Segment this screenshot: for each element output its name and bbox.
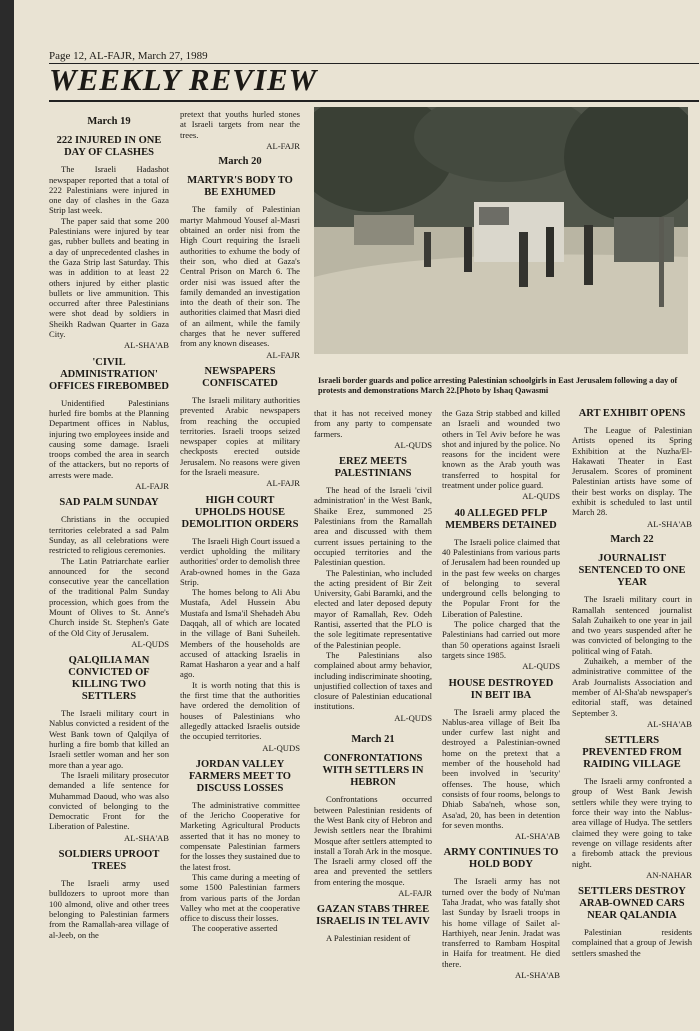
headline: SETTLERS PREVENTED FROM RAIDING VILLAGE bbox=[582, 735, 682, 771]
paragraph: The Israeli army confronted a group of West Bank Jewish settlers while they were trying to force their way into the Nablus-area village of Hudya. The settlers claimed they were going to take revenge on village residents after a firebomb attack the previous night. bbox=[572, 776, 692, 869]
source-credit: AL-SHA'AB bbox=[515, 970, 560, 981]
paragraph: The Israeli military prosecutor demanded a life sentence for Muhammad Daoud, who was also convicted of belonging to the Democratic Front for the Liberation of Palestine. bbox=[49, 769, 169, 832]
column-2 bbox=[180, 109, 300, 934]
date-heading: March 19 bbox=[87, 116, 131, 127]
paragraph: The Israeli military authorities prevented Arabic newspapers from reaching the occupied territories. Israeli troops seized newspaper copies at military checkposts erected outside Jerusalem. No reasons were given for the Israeli measure. bbox=[180, 394, 300, 478]
paragraph: The Israeli army used bulldozers to uproot more than 100 almond, olive and other trees belonging to Palestinian farmers from the Ramallah-area village of al-Jeeb, on the bbox=[49, 878, 169, 940]
section-title: WEEKLY REVIEW bbox=[49, 62, 318, 97]
source-credit: AL-SHA'AB bbox=[124, 340, 169, 351]
headline: HIGH COURT UPHOLDS HOUSE DEMOLITION ORDERS bbox=[181, 494, 299, 530]
headline: SOLDIERS UPROOT TREES bbox=[58, 849, 160, 873]
paragraph: Zuhaikeh, a member of the administrative committee of the Arab Journalists Association and member of Al-Sha'ab newspaper's editorial staff, was detained September 3. bbox=[572, 656, 692, 718]
headline: 'CIVIL ADMINISTRATION' OFFICES FIREBOMBED bbox=[49, 356, 169, 392]
source-credit: AL-FAJR bbox=[266, 140, 300, 151]
paragraph: The Palestinian, who included the acting president of Bir Zeit University, Gabi Baramki, and the elected and later deposed deputy mayor of Ramallah, Rev. Odeh Rantisi, asserted that the PLO is the sole legitimate representative of the Palestinian people. bbox=[314, 567, 432, 650]
paragraph: The Latin Patriarchate earlier announced for the second consecutive year the cancellation of the traditional Palm Sunday procession, which goes from the Mount of Olives to St. Anne's Church inside St. Stephen's Gate of the Old City of Jerusalem. bbox=[49, 555, 169, 638]
paragraph: The head of the Israeli 'civil administration' in the West Bank, Shaike Erez, summoned 25 Palestinians from the Ramallah area and discussed with them current issues pertaining to the occupied territories and the Palestinian question. bbox=[314, 485, 432, 568]
source-credit: AL-FAJR bbox=[135, 481, 169, 492]
paragraph: Confrontations occurred between Palestinian residents of the West Bank city of Hebron and Jewish settlers near the Ibrahimi Mosque after settlers attempted to install a Torah Ark in the mosque. The Israeli army closed off the area and prevented the settlers from entering the mosque. bbox=[314, 794, 432, 887]
paragraph: pretext that youths hurled stones at Israeli targets from near the trees. bbox=[180, 109, 300, 140]
headline: HOUSE DESTROYED IN BEIT IBA bbox=[448, 677, 554, 701]
paragraph: The Israeli military court in Nablus convicted a resident of the West Bank town of Qalqilya of hurling a fire bomb that killed an Israeli settler woman and her son more than a year ago. bbox=[49, 708, 169, 770]
source-credit: AL-SHA'AB bbox=[647, 518, 692, 529]
paragraph: This came during a meeting of some 1500 Palestinian farmers from various parts of the Jordan Valley who met at the cooperative office to discuss their losses. bbox=[180, 871, 300, 924]
date-heading: March 21 bbox=[351, 734, 395, 746]
page-header: Page 12, AL-FAJR, March 27, 1989 bbox=[49, 50, 208, 62]
headline: SAD PALM SUNDAY bbox=[59, 497, 159, 509]
headline: GAZAN STABS THREE ISRAELIS IN TEL AVIV bbox=[316, 904, 430, 928]
paragraph: that it has not received money from any party to compensate farmers. bbox=[314, 408, 432, 439]
column-1 bbox=[49, 112, 169, 940]
paragraph: The Israeli army has not turned over the body of Nu'man Taha Jradat, who was fatally shot last Sunday by Israeli troops in his home village of Sailet al-Harthiyeh, near Jenin. Jradat was transferred to Rambam Hospital in Haifa for treatment. He died there. bbox=[442, 876, 560, 969]
column-4 bbox=[442, 408, 560, 986]
date-heading: March 20 bbox=[218, 156, 262, 168]
paragraph: Christians in the occupied territories celebrated a sad Palm Sunday, as all celebrations were restricted to religious ceremonies. bbox=[49, 514, 169, 556]
headline: CONFRONTATIONS WITH SETTLERS IN HEBRON bbox=[322, 753, 424, 789]
source-credit: AL-QUDS bbox=[394, 712, 432, 723]
paragraph: The Palestinians also complained about army behavior, including indiscriminate shooting, unjustified collection of taxes and closure of Palestinian educational institutions. bbox=[314, 649, 432, 712]
photograph-image-icon bbox=[314, 107, 688, 354]
source-credit: AL-SHA'AB bbox=[647, 718, 692, 729]
paragraph: The paper said that some 200 Palestinians were injured by tear gas, rubber bullets and beating in a day of unprecedented clashes in the Gaza Strip last Saturday. This was in addition to at least 22 others injured by either plastic bullets or live ammunition. This occurred after three Palestinians were shot dead by soldiers in Sheikh Radwan Quarter in Gaza City. bbox=[49, 215, 169, 340]
headline: 40 ALLEGED PFLP MEMBERS DETAINED bbox=[445, 507, 557, 531]
paragraph: It is worth noting that this is the first time that the authorities have ordered the demolition of houses of Palestinians who allegedly attacked Israelis outside the occupied territories. bbox=[180, 679, 300, 742]
news-photo bbox=[314, 107, 688, 354]
source-credit: AL-QUDS bbox=[131, 638, 169, 649]
headline: NEWSPAPERS CONFISCATED bbox=[202, 365, 278, 389]
headline: JORDAN VALLEY FARMERS MEET TO DISCUSS LOSSES bbox=[189, 758, 291, 794]
paragraph: The League of Palestinian Artists opened its Spring Exhibition at the Nuzha/El-Hakawati Theater in East Jerusalem. Scores of prominent Palestinian artists have some of their best works on display. The exhibit is scheduled to last until March 28. bbox=[572, 425, 692, 518]
paragraph: The Israeli police claimed that 40 Palestinians from various parts of Jerusalem had been rounded up in the past few weeks on charges of belonging to several underground cells belonging to the Popular Front for the Liberation of Palestine. bbox=[442, 536, 560, 619]
source-credit: AL-SHA'AB bbox=[124, 832, 169, 843]
paragraph: A Palestinian resident of bbox=[326, 933, 411, 944]
source-credit: AL-FAJR bbox=[266, 478, 300, 489]
paragraph: The administrative committee of the Jericho Cooperative for Marketing Agricultural Products asserted that it has no money to compensate Palestinian farmers for the losses they sustained due to the latest frost. bbox=[180, 799, 300, 872]
headline: EREZ MEETS PALESTINIANS bbox=[334, 456, 412, 480]
column-5 bbox=[572, 408, 692, 958]
column-3 bbox=[314, 408, 432, 944]
newspaper-page bbox=[14, 0, 700, 1031]
paragraph: the Gaza Strip stabbed and killed an Israeli and wounded two others in Tel Aviv before he was shot and injured by the police. No reasons for the incident were known as the Arab youth was transferred to hospital for treatment under police guard. bbox=[442, 408, 560, 491]
source-credit: AN-NAHAR bbox=[646, 869, 692, 880]
paragraph: The cooperative asserted bbox=[192, 923, 278, 934]
paragraph: Palestinian residents complained that a group of Jewish settlers smashed the bbox=[572, 927, 692, 958]
source-credit: AL-FAJR bbox=[398, 887, 432, 898]
paragraph: The homes belong to Ali Abu Mustafa, Adel Hussein Abu Mustafa and Isma'il Shehadeh Abu Daqqah, all of which are located in the village of Bani Suheileh. Members of the households are accused of attacking Israelis in Ramat Hasharon a year and a half ago. bbox=[180, 587, 300, 680]
headline: QALQILIA MAN CONVICTED OF KILLING TWO SETTLERS bbox=[68, 655, 150, 703]
headline: ART EXHIBIT OPENS bbox=[578, 408, 686, 419]
headline: 222 INJURED IN ONE DAY OF CLASHES bbox=[56, 135, 162, 159]
headline: MARTYR'S BODY TO BE EXHUMED bbox=[187, 175, 293, 199]
source-credit: AL-FAJR bbox=[266, 349, 300, 360]
paragraph: The police charged that the Palestinians had carried out more than 50 operations against Israeli targets since 1985. bbox=[442, 619, 560, 660]
headline: JOURNALIST SENTENCED TO ONE YEAR bbox=[578, 553, 686, 589]
paragraph: The family of Palestinian martyr Mahmoud Yousef al-Masri obtained an order nisi from the High Court requiring the Israeli authorities to exhume the body of their son, who died at Gaza's Central Prison on March 6. The order nisi was issued after the family demanded an investigation into the death of their son. The authorities claimed that Masri died of an ailment, while the family charges that he never suffered from any known diseases. bbox=[180, 204, 300, 349]
source-credit: AL-QUDS bbox=[522, 491, 560, 502]
source-credit: AL-SHA'AB bbox=[515, 831, 560, 842]
paragraph: The Israeli army placed the Nablus-area village of Beit Iba under curfew last night and destroyed a Palestinian-owned home on the pretext that a member of the household had been involved in 'security' offenses. The house, which consists of four rooms, belongs to Dhiab Saba'neh, whose son, Asa'ad, 20, has been in detention for seven months. bbox=[442, 706, 560, 830]
source-credit: AL-QUDS bbox=[394, 439, 432, 450]
headline: SETTLERS DESTROY ARAB-OWNED CARS NEAR QALANDIA bbox=[578, 886, 686, 922]
source-credit: AL-QUDS bbox=[262, 742, 300, 753]
title-rule bbox=[49, 100, 699, 102]
headline: ARMY CONTINUES TO HOLD BODY bbox=[443, 847, 559, 871]
paragraph: Unidentified Palestinians hurled fire bombs at the Planning Department offices in Nablus, injuring two employees inside and causing some damage. Israeli troops combed the area in search of the attackers, but no reports of arrests were made. bbox=[49, 397, 169, 480]
photo-caption: Israeli border guards and police arresting Palestinian schoolgirls in East Jerusalem following a day of protests and demonstrations March 22.[Photo by Ishaq Qawasmi bbox=[318, 376, 678, 395]
paragraph: The Israeli High Court issued a verdict upholding the military authorities' order to demolish three Arab-owned homes in the Gaza Strip. bbox=[180, 535, 300, 587]
paragraph: The Israeli military court in Ramallah sentenced journalist Salah Zuhaikeh to one year in jail and two years suspended after he was convicted of belonging to the political wing of Fatah. bbox=[572, 594, 692, 656]
date-heading: March 22 bbox=[610, 533, 654, 545]
source-credit: AL-QUDS bbox=[522, 661, 560, 672]
paragraph: The Israeli Hadashot newspaper reported that a total of 222 Palestinians were injured in one day of clashes in the Gaza Strip last week. bbox=[49, 164, 169, 216]
